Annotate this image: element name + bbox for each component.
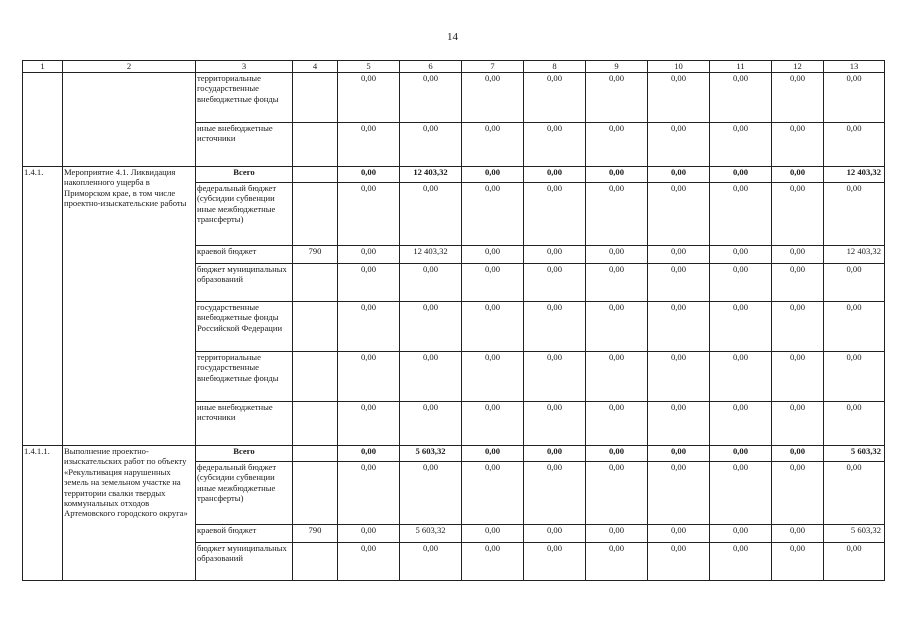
amount-cell: 0,00 — [524, 462, 586, 525]
amount-cell: 0,00 — [648, 525, 710, 543]
amount-cell: 0,00 — [648, 246, 710, 264]
amount-cell: 0,00 — [824, 402, 885, 446]
amount-cell: 0,00 — [824, 264, 885, 302]
amount-cell: 0,00 — [462, 302, 524, 352]
amount-cell: 0,00 — [648, 123, 710, 167]
amount-cell: 0,00 — [524, 446, 586, 462]
amount-cell: 0,00 — [338, 352, 400, 402]
amount-cell: 0,00 — [710, 264, 772, 302]
amount-cell: 0,00 — [338, 123, 400, 167]
funding-source: Всего — [196, 167, 293, 183]
amount-cell: 0,00 — [586, 462, 648, 525]
grbs-code — [293, 123, 338, 167]
amount-cell: 0,00 — [772, 167, 824, 183]
amount-cell: 0,00 — [400, 264, 462, 302]
amount-cell: 0,00 — [710, 183, 772, 246]
amount-cell: 0,00 — [648, 543, 710, 581]
amount-cell: 0,00 — [648, 183, 710, 246]
amount-cell: 0,00 — [648, 167, 710, 183]
amount-cell: 0,00 — [524, 352, 586, 402]
header-cell: 11 — [710, 61, 772, 73]
amount-cell: 0,00 — [648, 73, 710, 123]
header-cell: 9 — [586, 61, 648, 73]
amount-cell: 0,00 — [400, 543, 462, 581]
funding-source: территориальные государственные внебюджетные фонды — [196, 73, 293, 123]
amount-cell: 0,00 — [524, 73, 586, 123]
amount-cell: 0,00 — [400, 402, 462, 446]
amount-cell: 0,00 — [400, 73, 462, 123]
header-cell: 10 — [648, 61, 710, 73]
amount-cell: 0,00 — [462, 123, 524, 167]
amount-cell: 0,00 — [772, 264, 824, 302]
amount-cell: 0,00 — [772, 462, 824, 525]
amount-cell: 0,00 — [772, 525, 824, 543]
header-cell: 4 — [293, 61, 338, 73]
row-description — [63, 73, 196, 167]
amount-cell: 0,00 — [824, 543, 885, 581]
amount-cell: 5 603,32 — [824, 446, 885, 462]
amount-cell: 0,00 — [710, 352, 772, 402]
amount-cell: 0,00 — [586, 264, 648, 302]
header-cell: 1 — [23, 61, 63, 73]
amount-cell: 0,00 — [524, 525, 586, 543]
amount-cell: 0,00 — [338, 246, 400, 264]
grbs-code — [293, 462, 338, 525]
amount-cell: 0,00 — [400, 302, 462, 352]
amount-cell: 0,00 — [648, 302, 710, 352]
amount-cell: 0,00 — [338, 402, 400, 446]
amount-cell: 0,00 — [586, 352, 648, 402]
amount-cell: 0,00 — [462, 246, 524, 264]
amount-cell: 12 403,32 — [400, 246, 462, 264]
amount-cell: 0,00 — [710, 543, 772, 581]
amount-cell: 0,00 — [524, 264, 586, 302]
amount-cell: 0,00 — [824, 302, 885, 352]
amount-cell: 0,00 — [586, 302, 648, 352]
amount-cell: 5 603,32 — [400, 446, 462, 462]
grbs-code — [293, 402, 338, 446]
table-header-row — [23, 61, 885, 73]
amount-cell: 0,00 — [772, 302, 824, 352]
grbs-code: 790 — [293, 525, 338, 543]
header-cell: 5 — [338, 61, 400, 73]
amount-cell: 0,00 — [338, 264, 400, 302]
amount-cell: 0,00 — [824, 462, 885, 525]
amount-cell: 0,00 — [710, 402, 772, 446]
grbs-code — [293, 446, 338, 462]
amount-cell: 0,00 — [338, 167, 400, 183]
amount-cell: 0,00 — [338, 183, 400, 246]
amount-cell: 0,00 — [710, 73, 772, 123]
funding-source: иные внебюджетные источники — [196, 123, 293, 167]
row-code: 1.4.1. — [23, 167, 63, 446]
funding-source: федеральный бюджет (субсидии субвенции иные межбюджетные трансферты) — [196, 183, 293, 246]
amount-cell: 0,00 — [772, 402, 824, 446]
amount-cell: 0,00 — [824, 352, 885, 402]
amount-cell: 0,00 — [462, 183, 524, 246]
amount-cell: 0,00 — [400, 123, 462, 167]
amount-cell: 12 403,32 — [824, 167, 885, 183]
amount-cell: 0,00 — [648, 352, 710, 402]
amount-cell: 0,00 — [586, 525, 648, 543]
amount-cell: 0,00 — [462, 264, 524, 302]
amount-cell: 0,00 — [462, 462, 524, 525]
amount-cell: 0,00 — [586, 543, 648, 581]
grbs-code — [293, 543, 338, 581]
amount-cell: 0,00 — [824, 183, 885, 246]
funding-source: государственные внебюджетные фонды Российской Федерации — [196, 302, 293, 352]
amount-cell: 0,00 — [338, 543, 400, 581]
amount-cell: 0,00 — [586, 167, 648, 183]
amount-cell: 0,00 — [338, 73, 400, 123]
amount-cell: 5 603,32 — [400, 525, 462, 543]
amount-cell: 0,00 — [710, 446, 772, 462]
amount-cell: 0,00 — [772, 352, 824, 402]
amount-cell: 0,00 — [710, 302, 772, 352]
amount-cell: 0,00 — [524, 302, 586, 352]
amount-cell: 0,00 — [462, 525, 524, 543]
amount-cell: 0,00 — [524, 402, 586, 446]
table-row — [23, 73, 885, 123]
amount-cell: 0,00 — [400, 462, 462, 525]
amount-cell: 0,00 — [524, 246, 586, 264]
amount-cell: 0,00 — [710, 525, 772, 543]
grbs-code — [293, 302, 338, 352]
row-code — [23, 73, 63, 167]
amount-cell: 12 403,32 — [824, 246, 885, 264]
amount-cell: 0,00 — [710, 462, 772, 525]
amount-cell: 0,00 — [462, 446, 524, 462]
amount-cell: 0,00 — [772, 246, 824, 264]
header-cell: 6 — [400, 61, 462, 73]
amount-cell: 0,00 — [772, 446, 824, 462]
amount-cell: 0,00 — [462, 167, 524, 183]
amount-cell: 0,00 — [400, 352, 462, 402]
row-description: Выполнение проектно-изыскательских работ по объекту «Рекультивация нарушенных земель на земельном участке на территории свалки твердых коммунальных отходов Артемовского городского округа» — [63, 446, 196, 581]
funding-source: федеральный бюджет (субсидии субвенции иные межбюджетные трансферты) — [196, 462, 293, 525]
table-body — [23, 61, 885, 581]
amount-cell: 0,00 — [648, 446, 710, 462]
budget-table — [22, 60, 885, 581]
funding-source: бюджет муниципальных образований — [196, 543, 293, 581]
amount-cell: 0,00 — [462, 352, 524, 402]
header-cell: 13 — [824, 61, 885, 73]
grbs-code — [293, 73, 338, 123]
funding-source: территориальные государственные внебюджетные фонды — [196, 352, 293, 402]
funding-source: бюджет муниципальных образований — [196, 264, 293, 302]
funding-source: краевой бюджет — [196, 246, 293, 264]
amount-cell: 0,00 — [710, 167, 772, 183]
amount-cell: 0,00 — [824, 73, 885, 123]
amount-cell: 0,00 — [772, 123, 824, 167]
header-cell: 12 — [772, 61, 824, 73]
grbs-code — [293, 352, 338, 402]
amount-cell: 0,00 — [524, 543, 586, 581]
amount-cell: 0,00 — [338, 446, 400, 462]
amount-cell: 0,00 — [772, 543, 824, 581]
row-description: Мероприятие 4.1. Ликвидация накопленного ущерба в Приморском крае, в том числе проектно-изыскательские работы — [63, 167, 196, 446]
header-cell: 8 — [524, 61, 586, 73]
funding-source: иные внебюджетные источники — [196, 402, 293, 446]
amount-cell: 0,00 — [524, 183, 586, 246]
row-code: 1.4.1.1. — [23, 446, 63, 581]
amount-cell: 0,00 — [586, 123, 648, 167]
amount-cell: 0,00 — [648, 402, 710, 446]
funding-source: Всего — [196, 446, 293, 462]
amount-cell: 5 603,32 — [824, 525, 885, 543]
grbs-code — [293, 183, 338, 246]
header-cell: 2 — [63, 61, 196, 73]
amount-cell: 0,00 — [772, 73, 824, 123]
amount-cell: 0,00 — [400, 183, 462, 246]
grbs-code — [293, 264, 338, 302]
amount-cell: 0,00 — [772, 183, 824, 246]
page-number: 14 — [447, 31, 458, 43]
table-row — [23, 167, 885, 183]
header-cell: 7 — [462, 61, 524, 73]
amount-cell: 0,00 — [710, 123, 772, 167]
funding-source: краевой бюджет — [196, 525, 293, 543]
amount-cell: 0,00 — [824, 123, 885, 167]
amount-cell: 0,00 — [338, 462, 400, 525]
table-row — [23, 446, 885, 462]
grbs-code: 790 — [293, 246, 338, 264]
amount-cell: 0,00 — [462, 73, 524, 123]
amount-cell: 0,00 — [648, 264, 710, 302]
amount-cell: 0,00 — [586, 246, 648, 264]
amount-cell: 12 403,32 — [400, 167, 462, 183]
amount-cell: 0,00 — [710, 246, 772, 264]
amount-cell: 0,00 — [338, 302, 400, 352]
amount-cell: 0,00 — [586, 446, 648, 462]
amount-cell: 0,00 — [524, 123, 586, 167]
amount-cell: 0,00 — [586, 73, 648, 123]
grbs-code — [293, 167, 338, 183]
header-cell: 3 — [196, 61, 293, 73]
amount-cell: 0,00 — [586, 402, 648, 446]
amount-cell: 0,00 — [648, 462, 710, 525]
amount-cell: 0,00 — [462, 402, 524, 446]
amount-cell: 0,00 — [462, 543, 524, 581]
amount-cell: 0,00 — [586, 183, 648, 246]
amount-cell: 0,00 — [338, 525, 400, 543]
amount-cell: 0,00 — [524, 167, 586, 183]
